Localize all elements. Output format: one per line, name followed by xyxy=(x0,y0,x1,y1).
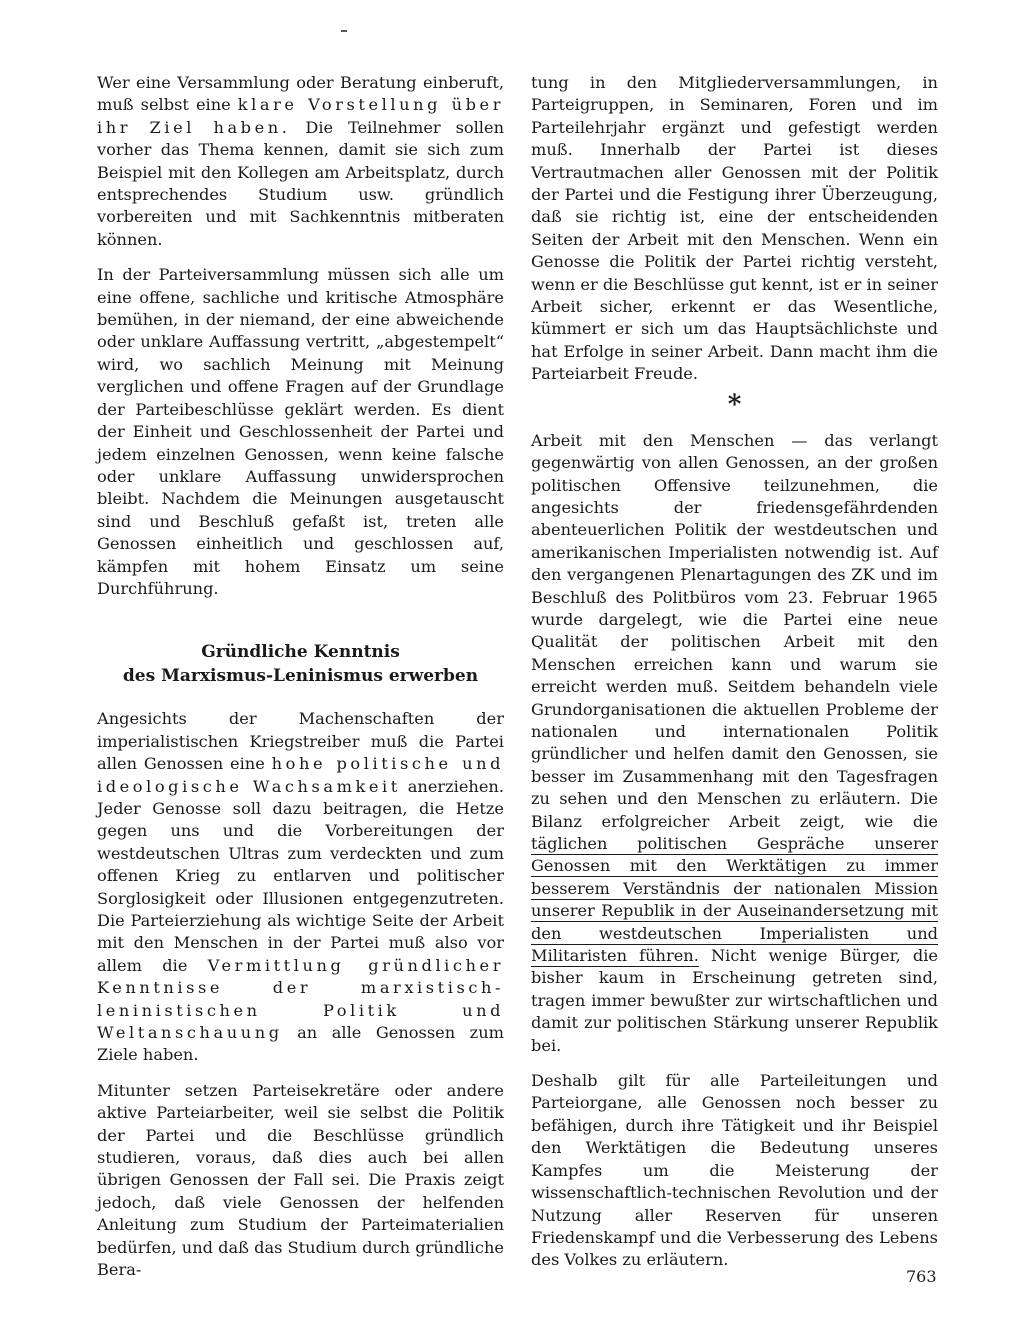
paragraph-vigilance xyxy=(97,708,504,1067)
top-dash-mark xyxy=(341,30,347,32)
page-number: 763 xyxy=(906,1267,937,1286)
left-column xyxy=(97,72,504,1282)
text-run: an alle Genossen zum Ziele haben. xyxy=(97,1023,504,1065)
text-run: Arbeit mit den Menschen — das verlangt gegenwärtig von allen Genossen, an der großen politischen Offensive teilzunehmen, die angesichts der friedensgefährdenden abenteuerlichen Politik der westdeutschen und amerikanischen Imperialisten notwendig ist. Auf den vergangenen Plenartagungen des ZK und im Beschluß des Politbüros vom 23. Februar 1965 wurde dargelegt, wie die Partei eine neue Qualität der politischen Arbeit mit den Menschen erreichen kann und warum sie erreicht werden muß. Seitdem behandeln viele Grundorganisationen die aktuellen Probleme der nationalen und internationalen Politik gründlicher und helfen damit den Genossen, sie besser im Zusammenhang mit den Tagesfragen zu sehen und den Menschen zu erläutern. Die Bilanz erfolgreicher Arbeit zeigt, wie die xyxy=(531,430,938,831)
text-run: Angesichts der Machenschaften der imperialistischen Kriegstreiber muß die Partei allen Genossen eine xyxy=(97,709,504,774)
spaced-emphasis: Vermittlung gründlicher Kenntnisse der marxistisch-leninistischen Politik und Weltanschauung xyxy=(97,955,504,1043)
text-run: anerziehen. Jeder Genosse soll dazu beitragen, die Hetze gegen uns und die Vorbereitungen der westdeutschen Ultras zum verdeckten und zum offenen Krieg zu entlarven und politischer Sorglosigkeit oder Illusionen entgegenzutreten. Die Parteierziehung als wichtige Seite der Arbeit mit den Menschen in der Partei muß also vor allem die xyxy=(97,776,505,975)
spaced-emphasis: hohe politische und ideologische Wachsamkeit xyxy=(97,754,505,796)
heading-line-2: des Marxismus-Leninismus erwerben xyxy=(122,666,479,687)
paragraph-member-meetings: tung in den Mitgliederversammlungen, in Parteigruppen, in Seminaren, Foren und im Parteilehrjahr ergänzt und gefestigt werden muß. Innerhalb der Partei ist dieses Vertrautmachen aller Genossen mit der Politik der Partei und die Festigung ihrer Überzeugung, daß sie richtig ist, eine der entscheidenden Seiten der Arbeit mit den Menschen. Wenn ein Genosse die Politik der Partei richtig versteht, wenn er die Beschlüsse gut kennt, ist er in seiner Arbeit sicher, erkennt er das Wesentliche, kümmert er sich um das Hauptsächlichste und hat Erfolge in seiner Arbeit. Dann macht ihm die Parteiarbeit Freude. xyxy=(531,73,939,384)
section-heading xyxy=(97,640,504,688)
paragraph-party-leaderships: Deshalb gilt für alle Parteileitungen und Parteiorgane, alle Genossen noch besser zu befähigen, durch ihre Tätigkeit und ihr Beispiel den Werktätigen die Bedeutung unseres Kampfes um die Meisterung der wissenschaftlich-technischen Revolution und der Nutzung aller Reserven für unseren Friedenskampf und die Verbesserung des Lebens des Volkes zu erläutern. xyxy=(531,1071,938,1270)
paragraph-work-with-people xyxy=(531,430,938,1057)
underlined-passage: täglichen politischen Gespräche unserer Genossen mit den Werktätigen zu immer besserem Verständnis der nationalen Mission unserer Republik in der Auseinandersetzung mit den westdeutschen Imperialisten und Militaristen führen. xyxy=(531,834,938,966)
paragraph-party-assembly: In der Parteiversammlung müssen sich alle um eine offene, sachliche und kritische Atmosphäre bemühen, in der niemand, der eine abweichende oder unklare Auffassung vertritt, „abgestempelt“ wird, wo sachlich Meinung mit Meinung verglichen und offene Fragen auf der Grundlage der Parteibeschlüsse geklärt werden. Es dient der Einheit und Geschlossenheit der Partei und jedem einzelnen Genossen, wenn keine falsche oder unklare Auffassung unwidersprochen bleibt. Nachdem die Meinungen ausgetauscht sind und Beschluß gefaßt ist, treten alle Genossen einheitlich und geschlossen auf, kämpfen mit hohem Einsatz um seine Durchführung. xyxy=(97,265,504,598)
section-separator-asterisk: * xyxy=(727,389,742,420)
text-run: Wer eine Versammlung oder Beratung einberuft, muß selbst eine xyxy=(97,73,504,115)
text-run: Die Teilnehmer sollen vorher das Thema kennen, damit sie sich zum Beispiel mit den Kollegen am Arbeitsplatz, durch entsprechendes Studium usw. gründlich vorbereiten und mit Sachkenntnis mitberaten können. xyxy=(97,117,504,249)
text-run: Nicht wenige Bürger, die bisher kaum in Erscheinung getreten sind, tragen immer bewußter zur wirtschaftlichen und damit zur politischen Stärkung unserer Republik bei. xyxy=(531,946,938,1055)
paragraph-party-secretaries: Mitunter setzen Parteisekretäre oder andere aktive Parteiarbeiter, weil sie selbst die Politik der Partei und die Beschlüsse gründlich studieren, voraus, daß dies auch bei allen übrigen Genossen der Fall sei. Die Praxis zeigt jedoch, daß viele Genossen der helfenden Anleitung zum Studium der Parteimaterialien bedürfen, und daß das Studium durch gründliche Bera- xyxy=(97,1080,504,1280)
heading-line-1: Gründliche Kenntnis xyxy=(201,642,400,663)
paragraph-meeting-preparation xyxy=(97,72,504,251)
right-column xyxy=(531,72,938,1272)
spaced-emphasis: klare Vorstellung über ihr Ziel haben. xyxy=(97,95,504,137)
